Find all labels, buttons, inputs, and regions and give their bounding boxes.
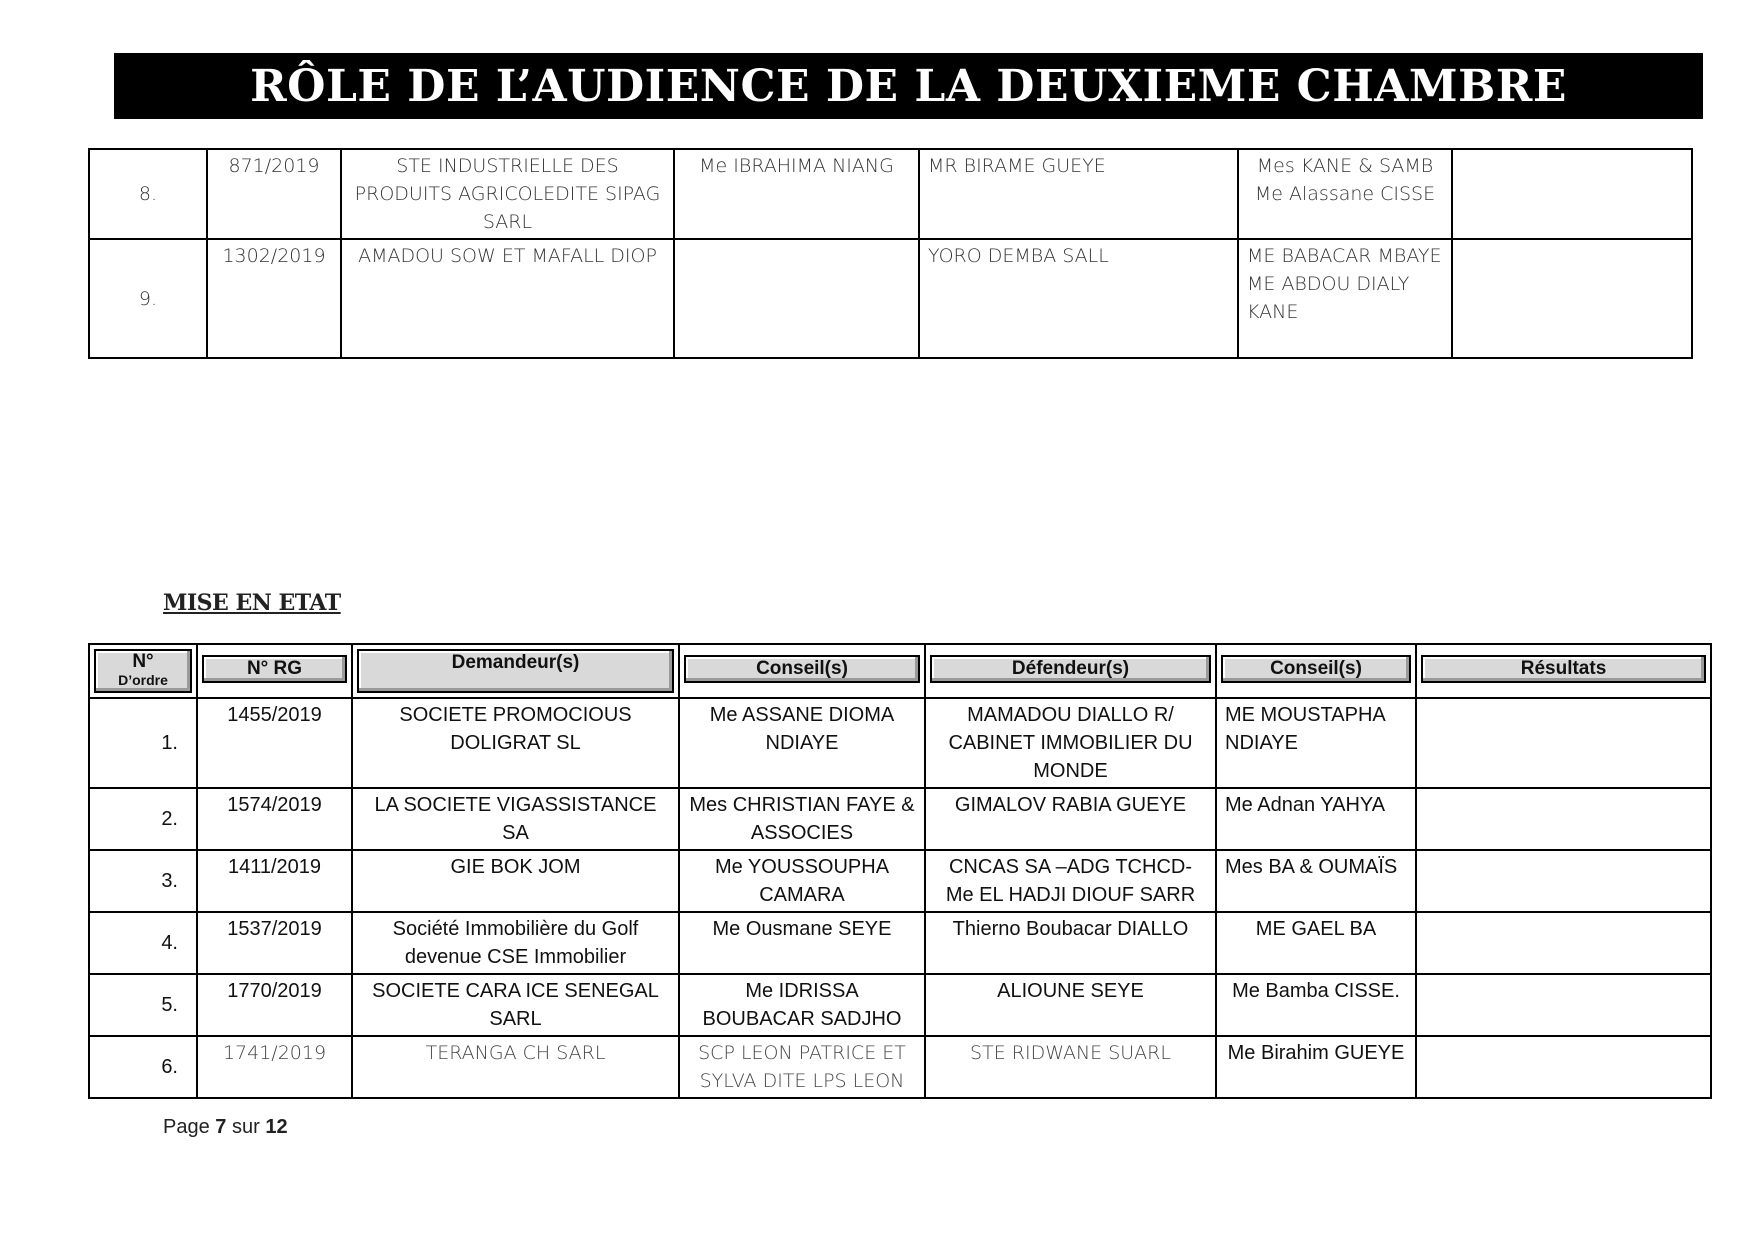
header-rg-label: N° RG (202, 655, 347, 683)
table-header-row (89, 644, 1711, 698)
header-conseil-1 (679, 644, 925, 698)
table-row (89, 239, 1692, 358)
demandeur: TERANGA CH SARL (352, 1036, 679, 1098)
rg-number: 871/2019 (207, 149, 341, 239)
rg-number: 1302/2019 (207, 239, 341, 358)
header-demandeur-label: Demandeur(s) (357, 649, 674, 693)
conseil-defendeur: Mes KANE & SAMB Me Alassane CISSE (1238, 149, 1452, 239)
conseil-demandeur: Me IBRAHIMA NIANG (674, 149, 919, 239)
header-conseil-2 (1216, 644, 1416, 698)
resultats (1416, 1036, 1711, 1098)
header-resultats (1416, 644, 1711, 698)
rg-number: 1741/2019 (197, 1036, 352, 1098)
row-number: 8. (89, 149, 207, 239)
table-row (89, 788, 1711, 850)
defendeur: CNCAS SA –ADG TCHCD- Me EL HADJI DIOUF SARR (925, 850, 1216, 912)
header-rg (197, 644, 352, 698)
header-num-box (94, 649, 192, 693)
demandeur: AMADOU SOW ET MAFALL DIOP (341, 239, 674, 358)
defendeur: YORO DEMBA SALL (919, 239, 1238, 358)
conseil-demandeur: SCP LEON PATRICE ET SYLVA DITE LPS LEON (679, 1036, 925, 1098)
conseil-demandeur: Me ASSANE DIOMA NDIAYE (679, 698, 925, 788)
conseil-defendeur: ME BABACAR MBAYE ME ABDOU DIALY KANE (1238, 239, 1452, 358)
header-num-label: N° (132, 651, 154, 672)
header-resultats-label: Résultats (1421, 655, 1706, 683)
demandeur: STE INDUSTRIELLE DES PRODUITS AGRICOLEDITE SIPAG SARL (341, 149, 674, 239)
defendeur: Thierno Boubacar DIALLO (925, 912, 1216, 974)
demandeur: LA SOCIETE VIGASSISTANCE SA (352, 788, 679, 850)
table-row (89, 149, 1692, 239)
table-row (89, 912, 1711, 974)
rg-number: 1574/2019 (197, 788, 352, 850)
demandeur: SOCIETE CARA ICE SENEGAL SARL (352, 974, 679, 1036)
page-current: 7 (215, 1116, 227, 1138)
row-number: 9. (89, 239, 207, 358)
mise-en-etat-table (88, 643, 1712, 1099)
table-row (89, 1036, 1711, 1098)
of-word: sur (231, 1116, 260, 1138)
document-title: RÔLE DE L’AUDIENCE DE LA DEUXIEME CHAMBRE (250, 60, 1567, 112)
row-number: 3. (89, 850, 197, 912)
section-title: MISE EN ETAT (163, 590, 341, 616)
row-number: 2. (89, 788, 197, 850)
row-number: 1. (89, 698, 197, 788)
resultats (1416, 850, 1711, 912)
top-table (88, 148, 1693, 359)
conseil-demandeur: Me IDRISSA BOUBACAR SADJHO (679, 974, 925, 1036)
conseil-demandeur: Mes CHRISTIAN FAYE & ASSOCIES (679, 788, 925, 850)
conseil-defendeur: Me Adnan YAHYA (1216, 788, 1416, 850)
conseil-defendeur: ME GAEL BA (1216, 912, 1416, 974)
rg-number: 1455/2019 (197, 698, 352, 788)
defendeur: MAMADOU DIALLO R/ CABINET IMMOBILIER DU MONDE (925, 698, 1216, 788)
resultats (1416, 788, 1711, 850)
resultats (1416, 698, 1711, 788)
resultats (1452, 239, 1692, 358)
demandeur: SOCIETE PROMOCIOUS DOLIGRAT SL (352, 698, 679, 788)
rg-number: 1537/2019 (197, 912, 352, 974)
header-num (89, 644, 197, 698)
defendeur: ALIOUNE SEYE (925, 974, 1216, 1036)
defendeur: MR BIRAME GUEYE (919, 149, 1238, 239)
defendeur: STE RIDWANE SUARL (925, 1036, 1216, 1098)
header-defendeur (925, 644, 1216, 698)
conseil-demandeur: Me Ousmane SEYE (679, 912, 925, 974)
table-row (89, 698, 1711, 788)
conseil-defendeur: ME MOUSTAPHA NDIAYE (1216, 698, 1416, 788)
conseil-defendeur: Mes BA & OUMAÏS (1216, 850, 1416, 912)
header-ordre-label: D’ordre (118, 672, 168, 688)
page-word: Page (163, 1116, 210, 1138)
conseil-demandeur: Me YOUSSOUPHA CAMARA (679, 850, 925, 912)
row-number: 4. (89, 912, 197, 974)
demandeur: GIE BOK JOM (352, 850, 679, 912)
table-row (89, 850, 1711, 912)
row-number: 5. (89, 974, 197, 1036)
page-footer (163, 1116, 288, 1139)
resultats (1416, 912, 1711, 974)
page-total: 12 (265, 1116, 288, 1138)
header-conseil-2-label: Conseil(s) (1221, 655, 1411, 683)
document-title-banner (114, 53, 1703, 119)
resultats (1416, 974, 1711, 1036)
resultats (1452, 149, 1692, 239)
demandeur: Société Immobilière du Golf devenue CSE Immobilier (352, 912, 679, 974)
conseil-defendeur: Me Birahim GUEYE (1216, 1036, 1416, 1098)
rg-number: 1770/2019 (197, 974, 352, 1036)
header-demandeur (352, 644, 679, 698)
header-defendeur-label: Défendeur(s) (930, 655, 1211, 683)
rg-number: 1411/2019 (197, 850, 352, 912)
conseil-defendeur: Me Bamba CISSE. (1216, 974, 1416, 1036)
conseil-demandeur (674, 239, 919, 358)
defendeur: GIMALOV RABIA GUEYE (925, 788, 1216, 850)
header-conseil-1-label: Conseil(s) (684, 655, 920, 683)
row-number: 6. (89, 1036, 197, 1098)
table-row (89, 974, 1711, 1036)
